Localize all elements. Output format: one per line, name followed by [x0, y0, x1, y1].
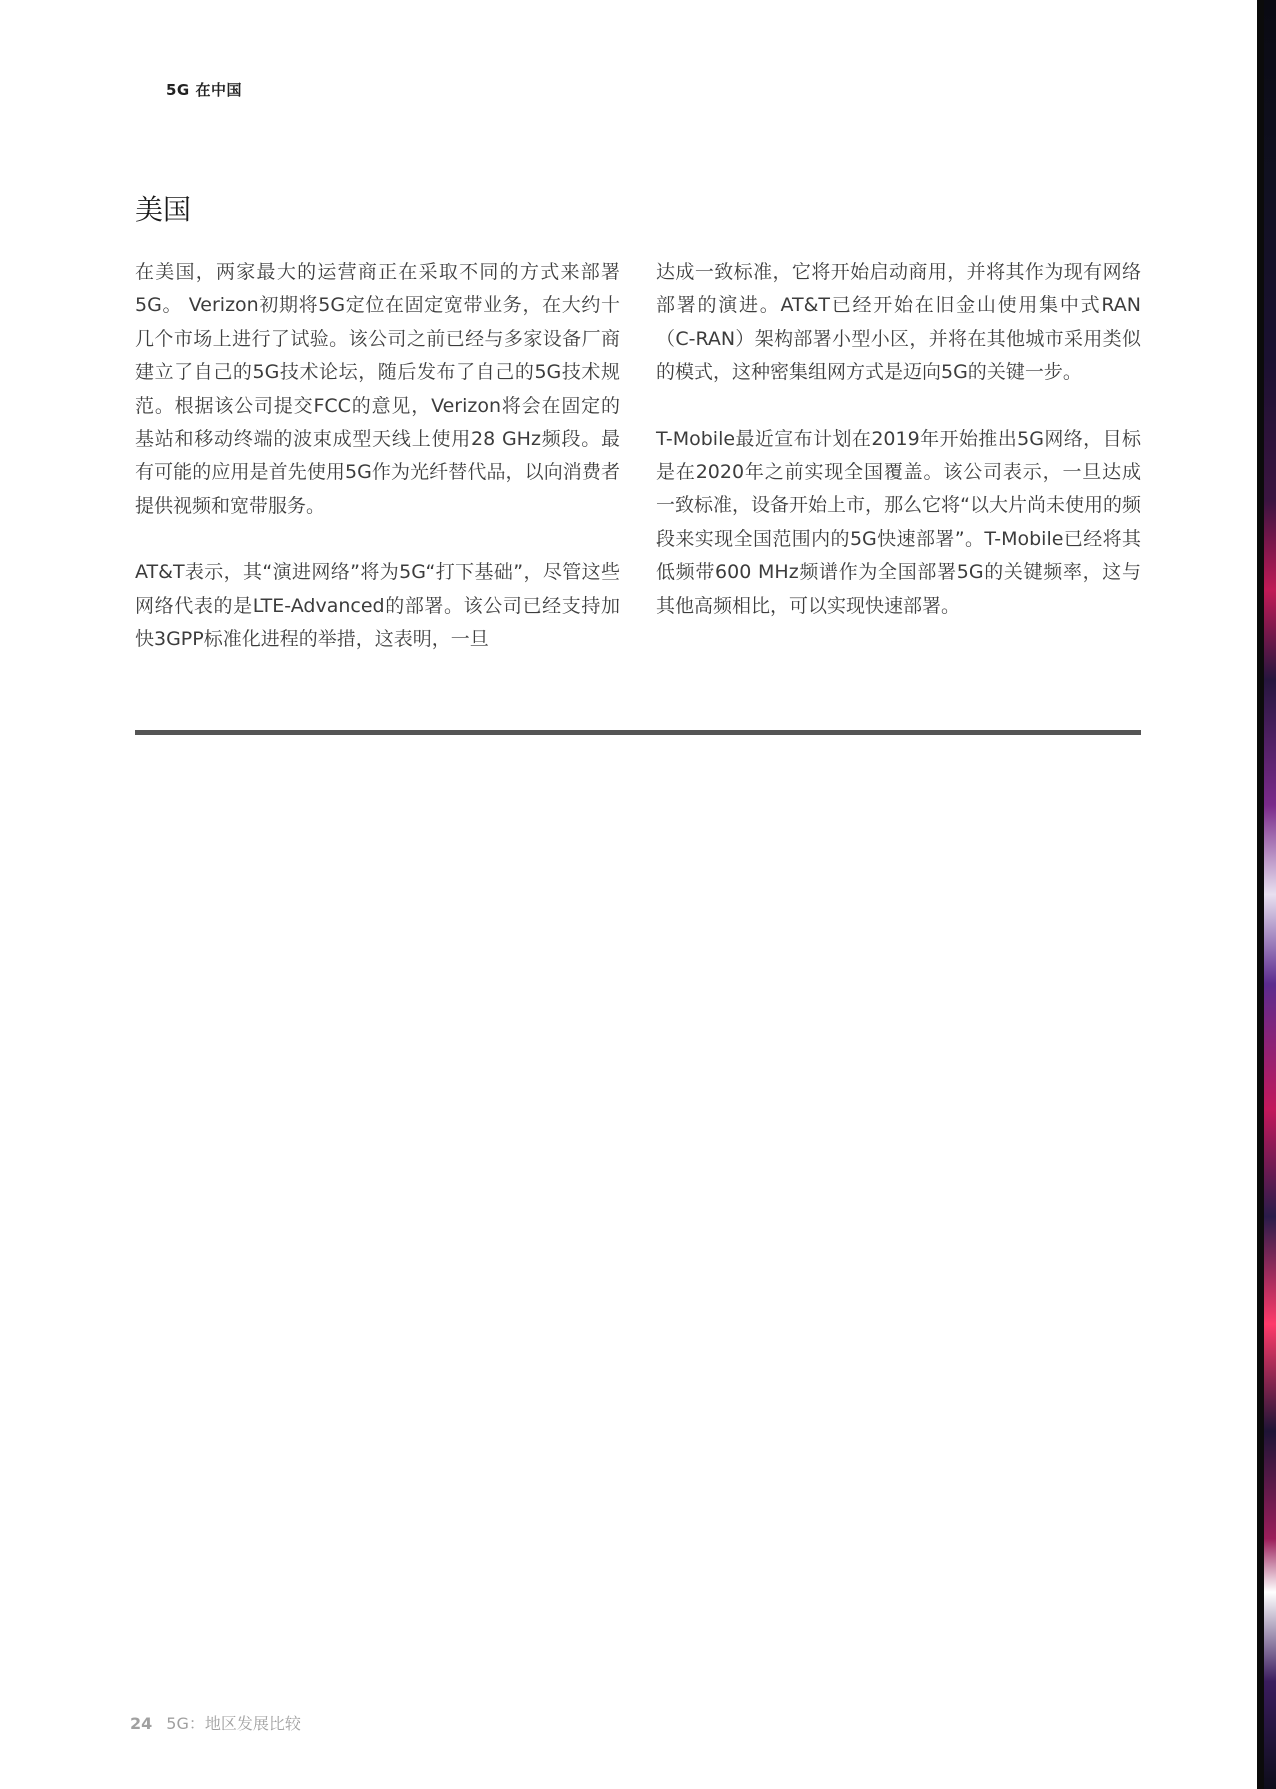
body-columns: [135, 256, 1141, 689]
page-number: 24: [130, 1714, 153, 1733]
right-column: [656, 256, 1141, 689]
edge-dark-strip: [1257, 0, 1264, 1789]
publication-title: 5G：地区发展比较: [166, 1714, 301, 1733]
paragraph: 在美国，两家最大的运营商正在采取不同的方式来部署5G。 Verizon初期将5G定位在固定宽带业务，在大约十几个市场上进行了试验。该公司之前已经与多家设备厂商建立了自己的5G技术论坛，随后发布了自己的5G技术规范。根据该公司提交FCC的意见，Verizon将会在固定的基站和移动终端的波束成型天线上使用28 GHz频段。最有可能的应用是首先使用5G作为光纤替代品，以向消费者提供视频和宽带服务。: [135, 261, 620, 517]
edge-decorative-image: [1257, 0, 1276, 1789]
left-column: [135, 256, 620, 689]
section-title: 美国: [135, 193, 192, 226]
paragraph: AT&T表示，其“演进网络”将为5G“打下基础”，尽管这些网络代表的是LTE-Advanced的部署。该公司已经支持加快3GPP标准化进程的举措，这表明，一旦: [135, 561, 620, 651]
paragraph: T-Mobile最近宣布计划在2019年开始推出5G网络，目标是在2020年之前实现全国覆盖。该公司表示，一旦达成一致标准，设备开始上市，那么它将“以大片尚未使用的频段来实现全国范围内的5G快速部署”。T-Mobile已经将其低频带600 MHz频谱作为全国部署5G的关键频率，这与其他高频相比，可以实现快速部署。: [656, 427, 1141, 617]
section-divider: [135, 730, 1141, 735]
paragraph: 达成一致标准，它将开始启动商用，并将其作为现有网络部署的演进。AT&T已经开始在旧金山使用集中式RAN（C-RAN）架构部署小型小区，并将在其他城市采用类似的模式，这种密集组网方式是迈向5G的关键一步。: [656, 261, 1141, 384]
page-footer: [130, 1711, 301, 1734]
running-header: 5G 在中国: [166, 81, 242, 99]
